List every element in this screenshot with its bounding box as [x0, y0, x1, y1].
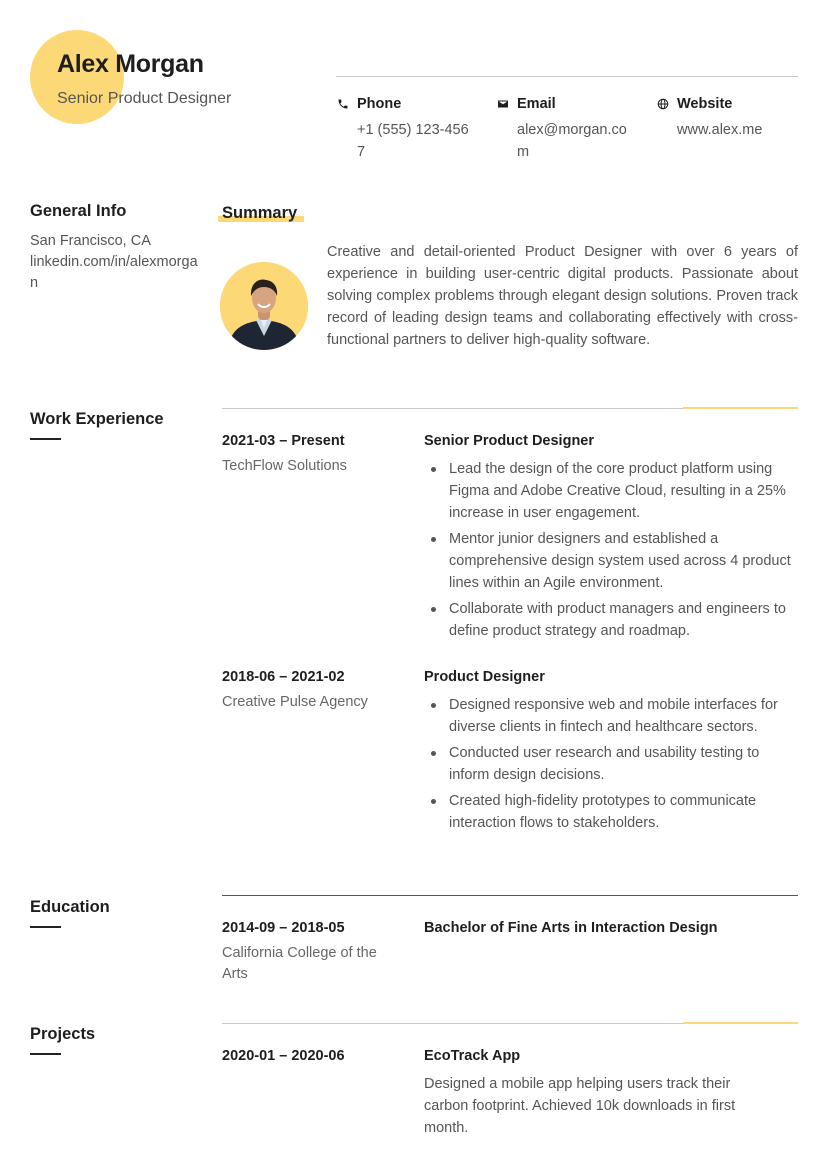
globe-icon: [657, 98, 669, 110]
email-label: Email: [517, 96, 556, 112]
header-divider: [336, 76, 798, 77]
location-text: San Francisco, CA: [30, 233, 151, 249]
job-1-role: Senior Product Designer: [424, 433, 595, 449]
project-name: EcoTrack App: [424, 1048, 521, 1064]
list-item: Conducted user research and usability testing to inform design decisions.: [424, 742, 798, 786]
project-description: Designed a mobile app helping users track their carbon footprint. Achieved 10k downloads in first month.: [424, 1076, 736, 1136]
education-school: California College of the Arts: [222, 945, 377, 982]
summary-heading: Summary: [222, 204, 298, 222]
list-item: Collaborate with product managers and engineers to define product strategy and roadmap.: [424, 598, 798, 642]
list-item: Designed responsive web and mobile interfaces for diverse clients in fintech and healthcare sectors.: [424, 694, 798, 738]
work-divider-accent: [683, 407, 798, 409]
email-value[interactable]: alex@morgan.com: [517, 122, 627, 160]
list-item: Created high-fidelity prototypes to communicate interaction flows to stakeholders.: [424, 790, 798, 834]
website-label: Website: [677, 96, 733, 112]
job-1-bullets: [424, 458, 798, 646]
website-value[interactable]: www.alex.me: [677, 122, 763, 138]
projects-heading: Projects: [30, 1025, 96, 1043]
work-experience-underline: [30, 438, 61, 440]
education-degree: Bachelor of Fine Arts in Interaction Design: [424, 920, 718, 936]
education-heading: Education: [30, 898, 110, 916]
phone-value[interactable]: +1 (555) 123-4567: [357, 122, 469, 160]
list-item: Mentor junior designers and established a comprehensive design system used across 4 product lines within an Agile environment.: [424, 528, 798, 594]
job-2-company: Creative Pulse Agency: [222, 694, 368, 710]
contact-phone: [337, 95, 472, 163]
education-divider: [222, 895, 798, 896]
job-2-dates: 2018-06 – 2021-02: [222, 669, 345, 685]
job-2-role: Product Designer: [424, 669, 545, 685]
phone-icon: [337, 98, 349, 110]
profile-photo-icon: [220, 262, 308, 350]
general-info-heading: General Info: [30, 202, 127, 220]
projects-underline: [30, 1053, 61, 1055]
email-icon: [497, 98, 509, 110]
phone-label: Phone: [357, 96, 402, 112]
job-1-dates: 2021-03 – Present: [222, 433, 345, 449]
education-underline: [30, 926, 61, 928]
linkedin-link[interactable]: linkedin.com/in/alexmorgan: [30, 254, 198, 291]
education-dates: 2014-09 – 2018-05: [222, 920, 345, 936]
summary-text: Creative and detail-oriented Product Designer with over 6 years of experience in building user-centric digital products. Passionate about solving complex problems through elegant design solutions. Proven track record of leading design teams and collaborating effectively with cross-functional partners to deliver high-quality software.: [327, 244, 798, 348]
contact-website: [657, 95, 792, 141]
general-info-block: [30, 231, 198, 294]
list-item: Lead the design of the core product platform using Figma and Adobe Creative Cloud, resulting in a 25% increase in user engagement.: [424, 458, 798, 524]
avatar: [220, 262, 308, 350]
job-2-bullets: [424, 694, 798, 838]
job-1-company: TechFlow Solutions: [222, 458, 347, 474]
candidate-title: Senior Product Designer: [57, 90, 232, 107]
candidate-name: Alex Morgan: [57, 50, 204, 78]
project-dates: 2020-01 – 2020-06: [222, 1048, 345, 1064]
work-experience-heading: Work Experience: [30, 410, 164, 428]
projects-divider-accent: [683, 1022, 798, 1024]
contact-email: [497, 95, 632, 163]
